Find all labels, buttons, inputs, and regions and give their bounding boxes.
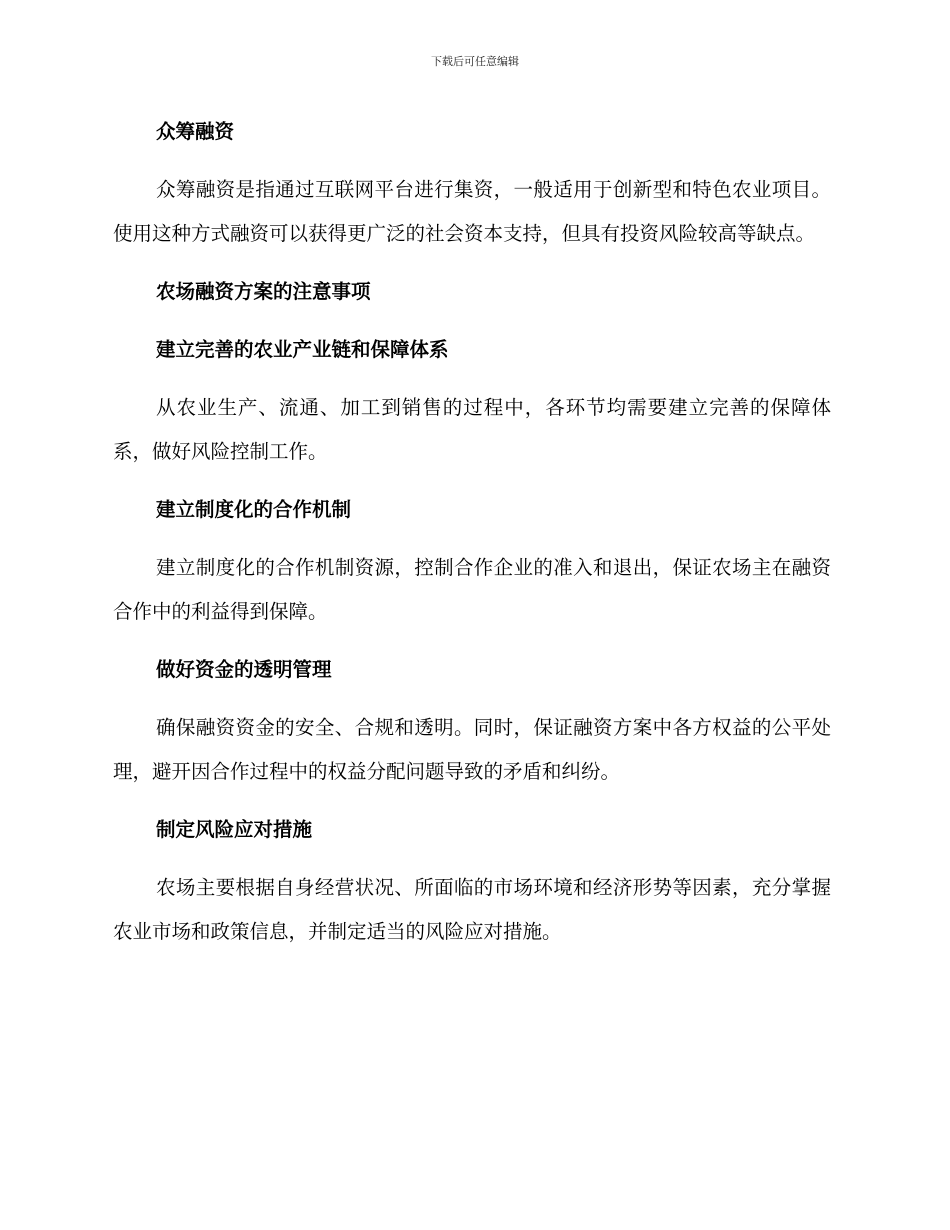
paragraph-crowdfunding: 众筹融资是指通过互联网平台进行集资，一般适用于创新型和特色农业项目。使用这种方式融资可以获得更广泛的社会资本支持，但具有投资风险较高等缺点。 — [113, 178, 831, 245]
section-heading-transparency: 做好资金的透明管理 — [156, 658, 332, 681]
document-body — [113, 110, 831, 968]
paragraph-risk: 农场主要根据自身经营状况、所面临的市场环境和经济形势等因素，充分掌握农业市场和政策信息，并制定适当的风险应对措施。 — [113, 876, 831, 943]
page-header: 下载后可任意编辑 — [431, 55, 519, 68]
section-heading-precautions: 农场融资方案的注意事项 — [156, 280, 371, 303]
paragraph-transparency: 确保融资资金的安全、合规和透明。同时，保证融资方案中各方权益的公平处理，避开因合作过程中的权益分配问题导致的矛盾和纠纷。 — [113, 716, 831, 783]
section-heading-cooperation: 建立制度化的合作机制 — [156, 498, 352, 521]
paragraph-industry-chain: 从农业生产、流通、加工到销售的过程中，各环节均需要建立完善的保障体系，做好风险控制工作。 — [113, 396, 831, 463]
section-heading-crowdfunding: 众筹融资 — [156, 120, 235, 143]
paragraph-cooperation: 建立制度化的合作机制资源，控制合作企业的准入和退出，保证农场主在融资合作中的利益得到保障。 — [113, 556, 831, 623]
section-heading-risk: 制定风险应对措施 — [156, 818, 313, 841]
section-heading-industry-chain: 建立完善的农业产业链和保障体系 — [156, 338, 449, 361]
